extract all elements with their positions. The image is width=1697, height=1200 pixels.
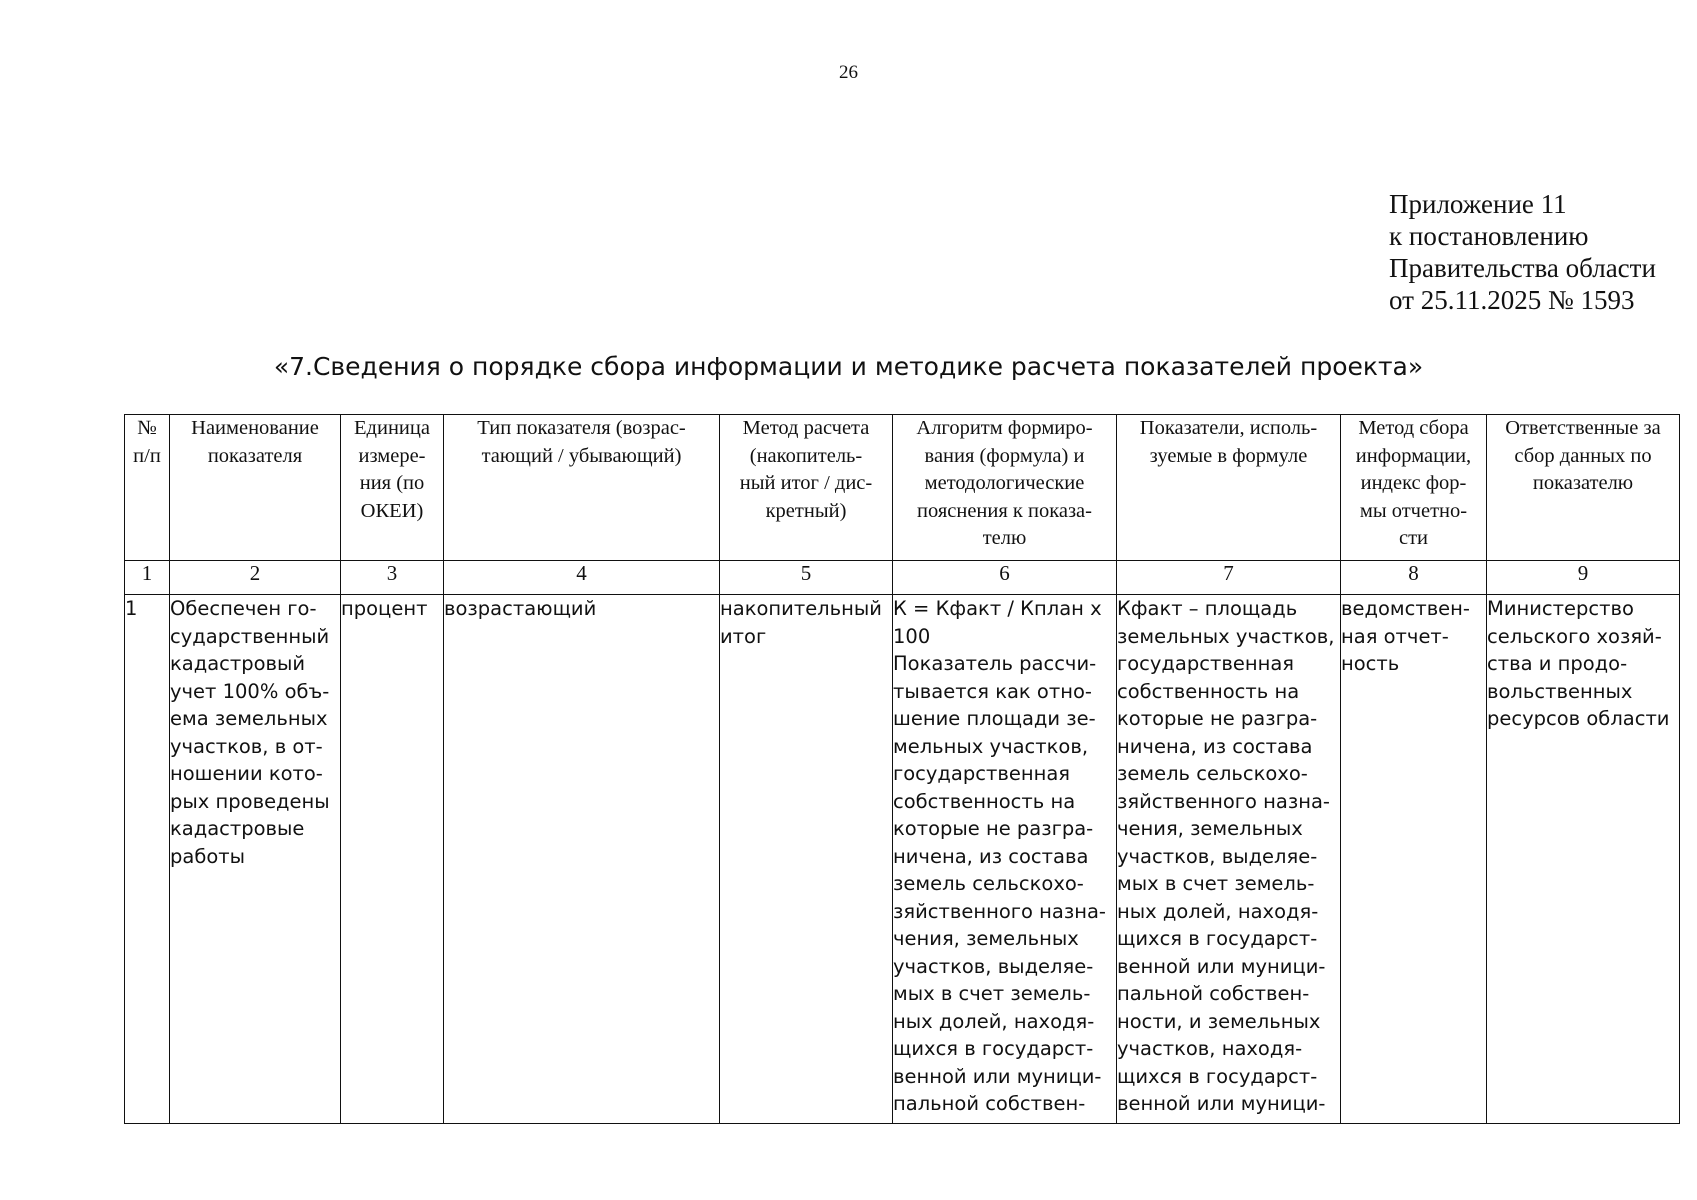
cell-line: 1 [125, 597, 138, 620]
cell-line: ничена, из состава [1117, 734, 1313, 758]
cell-line: пальной собствен- [893, 1092, 1086, 1115]
column-number-cell: 3 [341, 561, 444, 595]
cell-line: которые не разгра- [1117, 707, 1318, 730]
cell-line: ства и продо- [1487, 652, 1628, 675]
header-line: сбор данных по [1514, 444, 1652, 467]
cell-line: Кфакт – площадь [1117, 597, 1298, 620]
cell-line: земель сельскохо- [1117, 762, 1308, 785]
header-line: мы отчетно- [1359, 499, 1468, 522]
cell-line: кадастровый [170, 652, 306, 675]
cell-line: участков, в от- [170, 734, 323, 758]
cell-line: сельского хозяй- [1487, 624, 1662, 648]
cell-line: тывается как отно- [893, 679, 1092, 703]
indicators-table [124, 414, 1680, 1124]
table-cell [1341, 595, 1487, 1124]
header-line: Ответственные за [1505, 417, 1661, 439]
cell-line: ных долей, находя- [893, 1009, 1095, 1033]
cell-line: 100 [893, 624, 931, 648]
cell-line: накопительный [720, 597, 882, 620]
header-cell [341, 415, 444, 561]
cell-line: мых в счет земель- [893, 982, 1091, 1005]
cell-line: учет 100% объ- [170, 679, 330, 703]
header-cell [720, 415, 893, 561]
cell-line: Министерство [1487, 597, 1634, 620]
appendix-line: Приложение 11 [1389, 189, 1567, 219]
header-line: телю [982, 527, 1027, 549]
cell-line: государственная [1117, 652, 1294, 675]
header-line: ОКЕИ) [360, 499, 424, 522]
header-line: ный итог / дис- [739, 472, 873, 494]
column-number-cell: 4 [444, 561, 720, 595]
cell-line: собственность на [1117, 679, 1300, 703]
cell-line: зяйственного назна- [893, 899, 1106, 923]
header-line: сти [1398, 527, 1429, 549]
header-line: показателя [207, 444, 303, 467]
cell-line: мых в счет земель- [1117, 872, 1315, 895]
cell-line: пальной собствен- [1117, 982, 1310, 1005]
cell-line: венной или муници- [1117, 1092, 1326, 1115]
table-row [125, 595, 1680, 1124]
header-line: Метод сбора [1358, 417, 1469, 439]
appendix-line: Правительства области [1389, 253, 1656, 283]
appendix-line: от 25.11.2025 № 1593 [1389, 285, 1635, 315]
column-number-cell: 9 [1487, 561, 1680, 595]
cell-line: Обеспечен го- [170, 597, 317, 620]
cell-line: щихся в государст- [893, 1037, 1094, 1060]
header-line: показателю [1532, 472, 1634, 494]
cell-line: ресурсов области [1487, 707, 1670, 730]
cell-line: земель сельскохо- [893, 872, 1084, 895]
cell-line: собственность на [893, 789, 1076, 813]
header-line: Алгоритм формиро- [916, 417, 1093, 439]
table-header-row [125, 415, 1680, 561]
cell-line: итог [720, 624, 767, 648]
cell-line: участков, выделяе- [1117, 844, 1318, 868]
appendix-block [1389, 188, 1656, 316]
cell-line: чения, земельных [893, 927, 1079, 950]
header-line: вания (формула) и [924, 444, 1085, 467]
column-number-cell: 6 [893, 561, 1117, 595]
header-line: № [137, 417, 157, 439]
header-cell [125, 415, 170, 561]
cell-line: земельных участков, [1117, 624, 1335, 648]
header-cell [1341, 415, 1487, 561]
header-line: (накопитель- [749, 444, 863, 467]
table-cell [720, 595, 893, 1124]
header-line: пояснения к показа- [916, 499, 1092, 522]
header-cell [170, 415, 341, 561]
cell-line: работы [170, 844, 246, 868]
cell-line: ности, и земельных [1117, 1009, 1321, 1033]
cell-line: участков, выделяе- [893, 954, 1094, 978]
header-line: индекс фор- [1360, 472, 1467, 494]
appendix-line: к постановлению [1389, 221, 1589, 251]
cell-line: кадастровые [170, 817, 305, 840]
table-cell [444, 595, 720, 1124]
header-cell [893, 415, 1117, 561]
cell-line: ная отчет- [1341, 624, 1449, 648]
cell-line: шение площади зе- [893, 707, 1096, 730]
header-line: ния (по [359, 472, 425, 494]
page-number: 26 [839, 62, 858, 83]
cell-line: ведомствен- [1341, 597, 1470, 620]
column-number-row [125, 561, 1680, 595]
header-line: зуемые в формуле [1149, 444, 1308, 467]
column-number-cell: 7 [1117, 561, 1341, 595]
cell-line: процент [341, 597, 428, 620]
table-cell [893, 595, 1117, 1124]
cell-line: участков, находя- [1117, 1037, 1303, 1060]
header-line: Единица [354, 417, 430, 439]
header-line: тающий / убывающий) [481, 444, 682, 467]
cell-line: Показатель рассчи- [893, 652, 1097, 675]
table-cell [1117, 595, 1341, 1124]
header-line: Показатели, исполь- [1139, 417, 1318, 439]
cell-line: ема земельных [170, 707, 328, 730]
cell-line: ничена, из состава [893, 844, 1089, 868]
column-number-cell: 8 [1341, 561, 1487, 595]
cell-line: щихся в государст- [1117, 1064, 1318, 1088]
header-line: информации, [1355, 444, 1472, 467]
table-cell [1487, 595, 1680, 1124]
cell-line: щихся в государст- [1117, 927, 1318, 950]
table-cell [170, 595, 341, 1124]
header-cell [1487, 415, 1680, 561]
table-cell [125, 595, 170, 1124]
cell-line: ношении кото- [170, 762, 323, 785]
header-cell [1117, 415, 1341, 561]
header-line: Метод расчета [742, 417, 870, 439]
cell-line: ных долей, находя- [1117, 899, 1319, 923]
table-cell [341, 595, 444, 1124]
cell-line: государственная [893, 762, 1070, 785]
header-line: измере- [358, 444, 426, 467]
header-line: Наименование [191, 417, 319, 439]
cell-line: рых проведены [170, 789, 330, 813]
cell-line: К = Кфакт / Кплан х [893, 597, 1102, 620]
column-number-cell: 2 [170, 561, 341, 595]
document-title: «7.Сведения о порядке сбора информации и методике расчета показателей проекта» [273, 352, 1424, 381]
column-number-cell: 1 [125, 561, 170, 595]
header-line: методологические [924, 472, 1085, 494]
cell-line: мельных участков, [893, 734, 1089, 758]
cell-line: которые не разгра- [893, 817, 1094, 840]
cell-line: ность [1341, 652, 1400, 675]
cell-line: венной или муници- [893, 1064, 1102, 1088]
cell-line: вольственных [1487, 679, 1633, 703]
column-number-cell: 5 [720, 561, 893, 595]
cell-line: чения, земельных [1117, 817, 1303, 840]
header-line: Тип показателя (возрас- [477, 417, 686, 439]
cell-line: сударственный [170, 624, 330, 648]
cell-line: зяйственного назна- [1117, 789, 1330, 813]
header-cell [444, 415, 720, 561]
cell-line: возрастающий [444, 597, 597, 620]
header-line: п/п [133, 444, 161, 467]
cell-line: венной или муници- [1117, 954, 1326, 978]
header-line: кретный) [765, 499, 847, 522]
